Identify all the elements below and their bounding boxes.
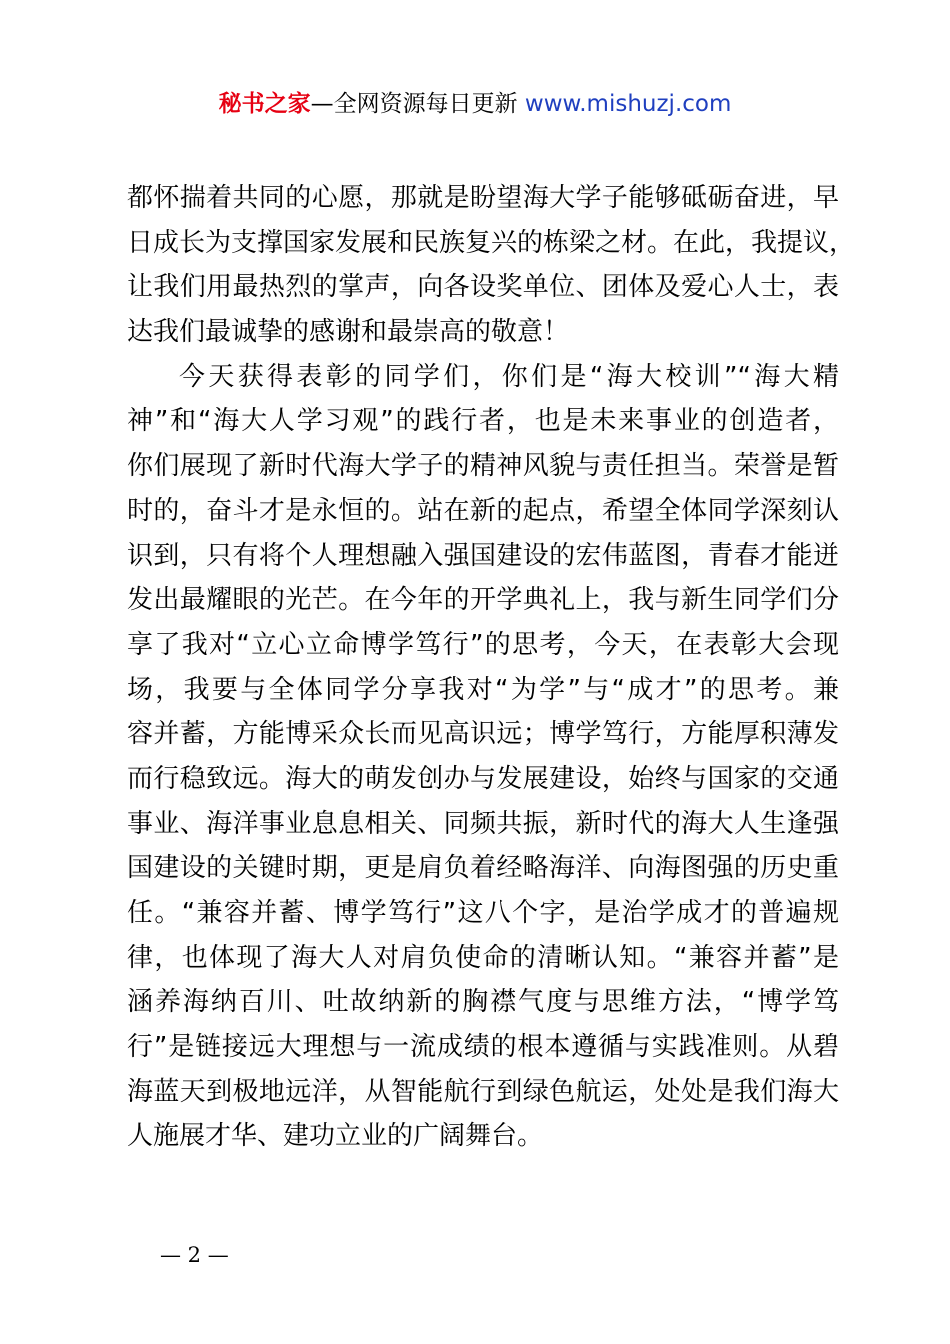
text-line: 识到，只有将个人理想融入强国建设的宏伟蓝图，青春才能迸: [127, 540, 839, 571]
paragraph-start-line: 今天获得表彰的同学们，你们是“海大校训”“海大精: [179, 361, 839, 392]
text-line: 神”和“海大人学习观”的践行者，也是未来事业的创造者，: [127, 406, 839, 437]
brand-name: 秘书之家: [218, 91, 311, 117]
text-line: 发出最耀眼的光芒。在今年的开学典礼上，我与新生同学们分: [127, 585, 839, 616]
text-line: 行”是链接远大理想与一流成绩的根本遵循与实践准则。从碧: [127, 1032, 839, 1063]
page-number: — 2 —: [160, 1243, 229, 1267]
body-text: [127, 176, 856, 1159]
text-line: 你们展现了新时代海大学子的精神风貌与责任担当。荣誉是暂: [127, 451, 839, 482]
document-header: [0, 88, 950, 120]
text-line: 人施展才华、建功立业的广阔舞台。: [127, 1121, 544, 1152]
text-line: 而行稳致远。海大的萌发创办与发展建设，始终与国家的交通: [127, 763, 839, 794]
text-line: 让我们用最热烈的掌声，向各设奖单位、团体及爱心人士，表: [127, 272, 839, 303]
header-tagline: —全网资源每日更新: [310, 91, 525, 117]
text-line: 达我们最诚挚的感谢和最崇高的敬意！: [127, 317, 570, 348]
text-line: 场，我要与全体同学分享我对“为学”与“成才”的思考。兼: [127, 674, 839, 705]
text-line: 容并蓄，方能博采众长而见高识远；博学笃行，方能厚积薄发: [127, 719, 839, 750]
text-line: 日成长为支撑国家发展和民族复兴的栋梁之材。在此，我提议，: [127, 227, 856, 258]
text-line: 事业、海洋事业息息相关、同频共振，新时代的海大人生逢强: [127, 808, 839, 839]
text-line: 享了我对“立心立命博学笃行”的思考，今天，在表彰大会现: [127, 629, 839, 660]
text-line: 海蓝天到极地远洋，从智能航行到绿色航运，处处是我们海大: [127, 1076, 839, 1107]
text-line: 国建设的关键时期，更是肩负着经略海洋、向海图强的历史重: [127, 853, 839, 884]
text-line: 时的，奋斗才是永恒的。站在新的起点，希望全体同学深刻认: [127, 495, 839, 526]
text-line: 都怀揣着共同的心愿，那就是盼望海大学子能够砥砺奋进，早: [127, 183, 839, 213]
text-line: 任。“兼容并蓄、博学笃行”这八个字，是治学成才的普遍规: [127, 898, 839, 928]
text-line: 涵养海纳百川、吐故纳新的胸襟气度与思维方法，“博学笃: [127, 987, 839, 1018]
text-line: 律，也体现了海大人对肩负使命的清晰认知。“兼容并蓄”是: [127, 942, 839, 973]
header-url[interactable]: www.mishuzj.com: [524, 91, 732, 117]
